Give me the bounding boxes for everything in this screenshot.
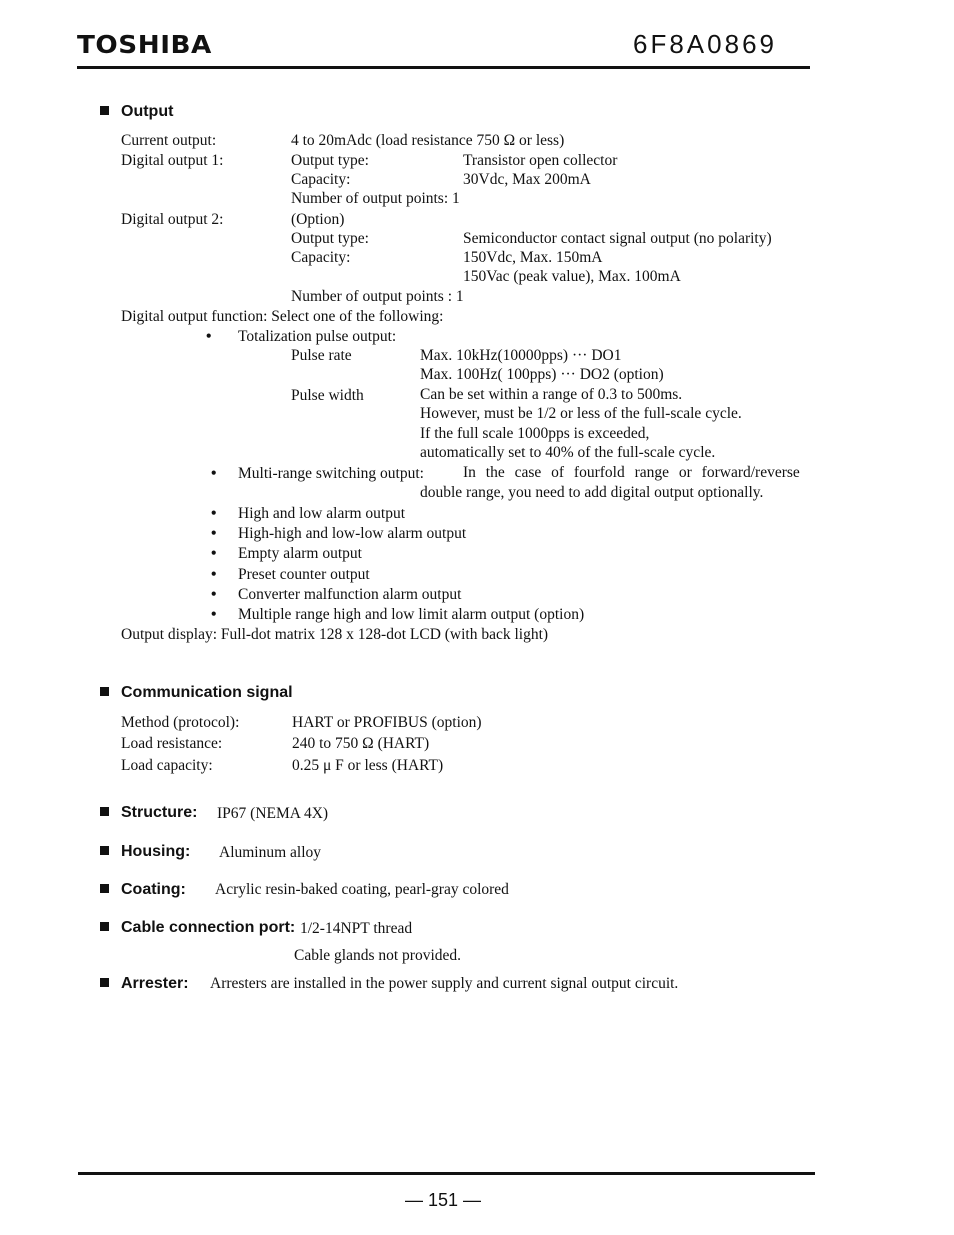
list-item: High-high and low-low alarm output: [238, 525, 467, 542]
do2-type-label: Output type:: [291, 230, 369, 247]
list-item: Empty alarm output: [238, 545, 362, 562]
section-heading-text: Cable connection port:: [121, 919, 296, 936]
section-heading-text: Coating:: [121, 881, 186, 898]
bullet-dot: •: [211, 525, 217, 542]
method-label: Method (protocol):: [121, 714, 240, 731]
digital-output-function: Digital output function: Select one of the following:: [121, 308, 444, 325]
section-heading-text: Structure:: [121, 804, 198, 821]
section-heading-coating: [100, 881, 186, 899]
pulse-width-label: Pulse width: [291, 387, 364, 404]
bullet-dot: •: [211, 545, 217, 562]
multirange-text-2: double range, you need to add digital output optionally.: [420, 484, 764, 501]
do2-type-value: Semiconductor contact signal output (no polarity): [463, 230, 772, 247]
bullet-square-icon: [100, 106, 109, 115]
current-output-label: Current output:: [121, 132, 217, 149]
bullet-square-icon: [100, 978, 109, 987]
header-rule: [77, 66, 810, 69]
section-heading-communication: [100, 684, 293, 702]
pulse-width-4: automatically set to 40% of the full-scale cycle.: [420, 444, 716, 461]
list-item: Converter malfunction alarm output: [238, 586, 462, 603]
section-heading-structure: [100, 804, 197, 822]
section-heading-text: Output: [121, 103, 174, 120]
coating-value: Acrylic resin-baked coating, pearl-gray colored: [215, 881, 509, 898]
load-resistance-label: Load resistance:: [121, 735, 223, 752]
housing-value: Aluminum alloy: [219, 844, 322, 861]
pulse-width-3: If the full scale 1000pps is exceeded,: [420, 425, 650, 442]
multirange-text-1: In the case of fourfold range or forward/reverse: [463, 464, 800, 481]
do2-option: (Option): [291, 211, 345, 228]
do1-label: Digital output 1:: [121, 152, 224, 169]
load-resistance-value: 240 to 750 Ω (HART): [292, 735, 430, 752]
do1-type-label: Output type:: [291, 152, 369, 169]
footer-rule: [78, 1172, 815, 1175]
do2-capacity-value-1: 150Vdc, Max. 150mA: [463, 249, 603, 266]
cable-value: 1/2-14NPT thread: [300, 920, 413, 937]
totalization-label: Totalization pulse output:: [238, 328, 397, 345]
bullet-square-icon: [100, 884, 109, 893]
bullet-dot: •: [211, 505, 217, 522]
do2-points: Number of output points : 1: [291, 288, 464, 305]
bullet-square-icon: [100, 922, 109, 931]
bullet-square-icon: [100, 846, 109, 855]
document-number: 6F8A0869: [633, 29, 777, 59]
section-heading-arrester: [100, 975, 189, 993]
section-heading-text: Housing:: [121, 843, 191, 860]
method-value: HART or PROFIBUS (option): [292, 714, 482, 731]
list-item: Preset counter output: [238, 566, 370, 583]
section-heading-housing: [100, 843, 190, 861]
list-item: High and low alarm output: [238, 505, 406, 522]
section-heading-cable: [100, 919, 295, 937]
do1-capacity-value: 30Vdc, Max 200mA: [463, 171, 591, 188]
do1-capacity-label: Capacity:: [291, 171, 351, 188]
arrester-value: Arresters are installed in the power supply and current signal output circuit.: [210, 975, 679, 992]
section-heading-text: Communication signal: [121, 684, 293, 701]
bullet-dot: •: [206, 328, 212, 345]
do2-capacity-label: Capacity:: [291, 249, 351, 266]
bullet-dot: •: [211, 586, 217, 603]
pulse-rate-2: Max. 100Hz( 100pps) ··· DO2 (option): [420, 366, 664, 383]
pulse-rate-label: Pulse rate: [291, 347, 352, 364]
load-capacity-value: 0.25 μ F or less (HART): [292, 757, 444, 774]
pulse-width-1: Can be set within a range of 0.3 to 500ms.: [420, 386, 683, 403]
load-capacity-label: Load capacity:: [121, 757, 213, 774]
output-display: Output display: Full-dot matrix 128 x 128-dot LCD (with back light): [121, 626, 549, 643]
company-logo: TOSHIBA: [77, 30, 212, 59]
pulse-width-2: However, must be 1/2 or less of the full-scale cycle.: [420, 405, 742, 422]
current-output-value: 4 to 20mAdc (load resistance 750 Ω or less): [291, 132, 565, 149]
bullet-square-icon: [100, 807, 109, 816]
bullet-square-icon: [100, 687, 109, 696]
bullet-dot: •: [211, 465, 217, 482]
section-heading-output: [100, 103, 173, 121]
bullet-dot: •: [211, 606, 217, 623]
do2-capacity-value-2: 150Vac (peak value), Max. 100mA: [463, 268, 681, 285]
do1-points: Number of output points: 1: [291, 190, 460, 207]
do2-label: Digital output 2:: [121, 211, 224, 228]
multirange-label: Multi-range switching output:: [238, 465, 424, 482]
page-number: — 151 —: [404, 1190, 482, 1210]
pulse-rate-1: Max. 10kHz(10000pps) ··· DO1: [420, 347, 622, 364]
structure-value: IP67 (NEMA 4X): [217, 805, 329, 822]
cable-note: Cable glands not provided.: [294, 947, 462, 964]
section-heading-text: Arrester:: [121, 975, 189, 992]
list-item: Multiple range high and low limit alarm output (option): [238, 606, 585, 623]
do1-type-value: Transistor open collector: [463, 152, 618, 169]
bullet-dot: •: [211, 566, 217, 583]
